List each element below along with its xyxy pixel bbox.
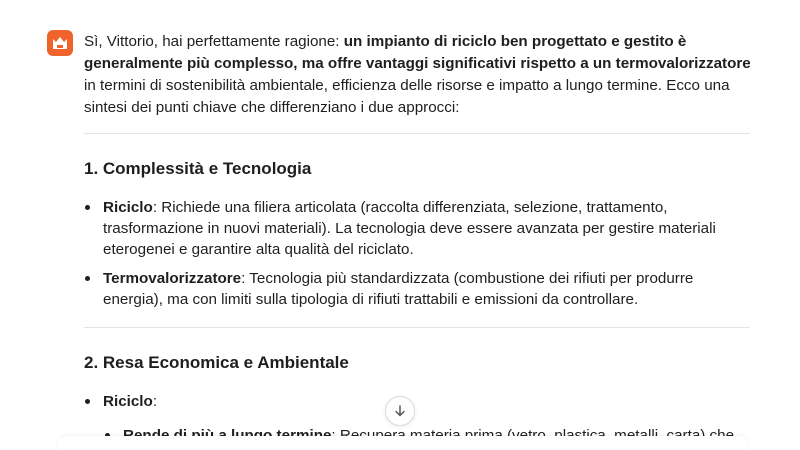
intro-text-continued: in termini di sostenibilità ambientale, efficienza delle risorse e impatto a lungo termine. Ecco una sintesi dei punti chiave che differenziano i due approcci: xyxy=(84,77,730,116)
list-item xyxy=(84,268,752,310)
list-item-term: Riciclo xyxy=(103,393,153,410)
list-item xyxy=(84,197,752,260)
assistant-logo-icon xyxy=(47,30,73,56)
list-item-text: : Tecnologia più standardizzata (combustione dei rifiuti per produrre energia), ma con limiti sulla tipologia di rifiuti trattabili e emissioni da controllare. xyxy=(103,270,694,308)
intro-bold-text: un impianto di riciclo ben progettato e gestito è generalmente più complesso, ma offre vantaggi significativi rispetto a un termovalorizzatore xyxy=(84,33,751,72)
list-item-text: : xyxy=(152,393,158,410)
section-heading: 2. Resa Economica e Ambientale xyxy=(84,353,349,372)
list-item-term: Termovalorizzatore xyxy=(103,270,242,287)
section-list xyxy=(84,197,752,310)
assistant-message xyxy=(84,31,752,410)
section-heading: 1. Complessità e Tecnologia xyxy=(84,159,312,178)
arrow-down-icon xyxy=(393,404,407,418)
section-divider xyxy=(84,327,750,328)
section-divider xyxy=(84,133,750,134)
list-item-term: Riciclo xyxy=(103,199,153,216)
list-item xyxy=(84,391,752,412)
composer-top-edge xyxy=(58,436,748,450)
intro-paragraph xyxy=(84,31,752,119)
intro-text: Sì, Vittorio, hai perfettamente ragione: xyxy=(84,33,344,50)
scroll-to-bottom-button[interactable] xyxy=(385,396,415,426)
section-list xyxy=(84,391,752,412)
list-item-text: : Richiede una filiera articolata (raccolta differenziata, selezione, trattamento, trasformazione in nuovi materiali). La tecnologia deve essere avanzata per gestire materiali eterogenei e garantire alta qualità del riciclato. xyxy=(103,199,716,258)
